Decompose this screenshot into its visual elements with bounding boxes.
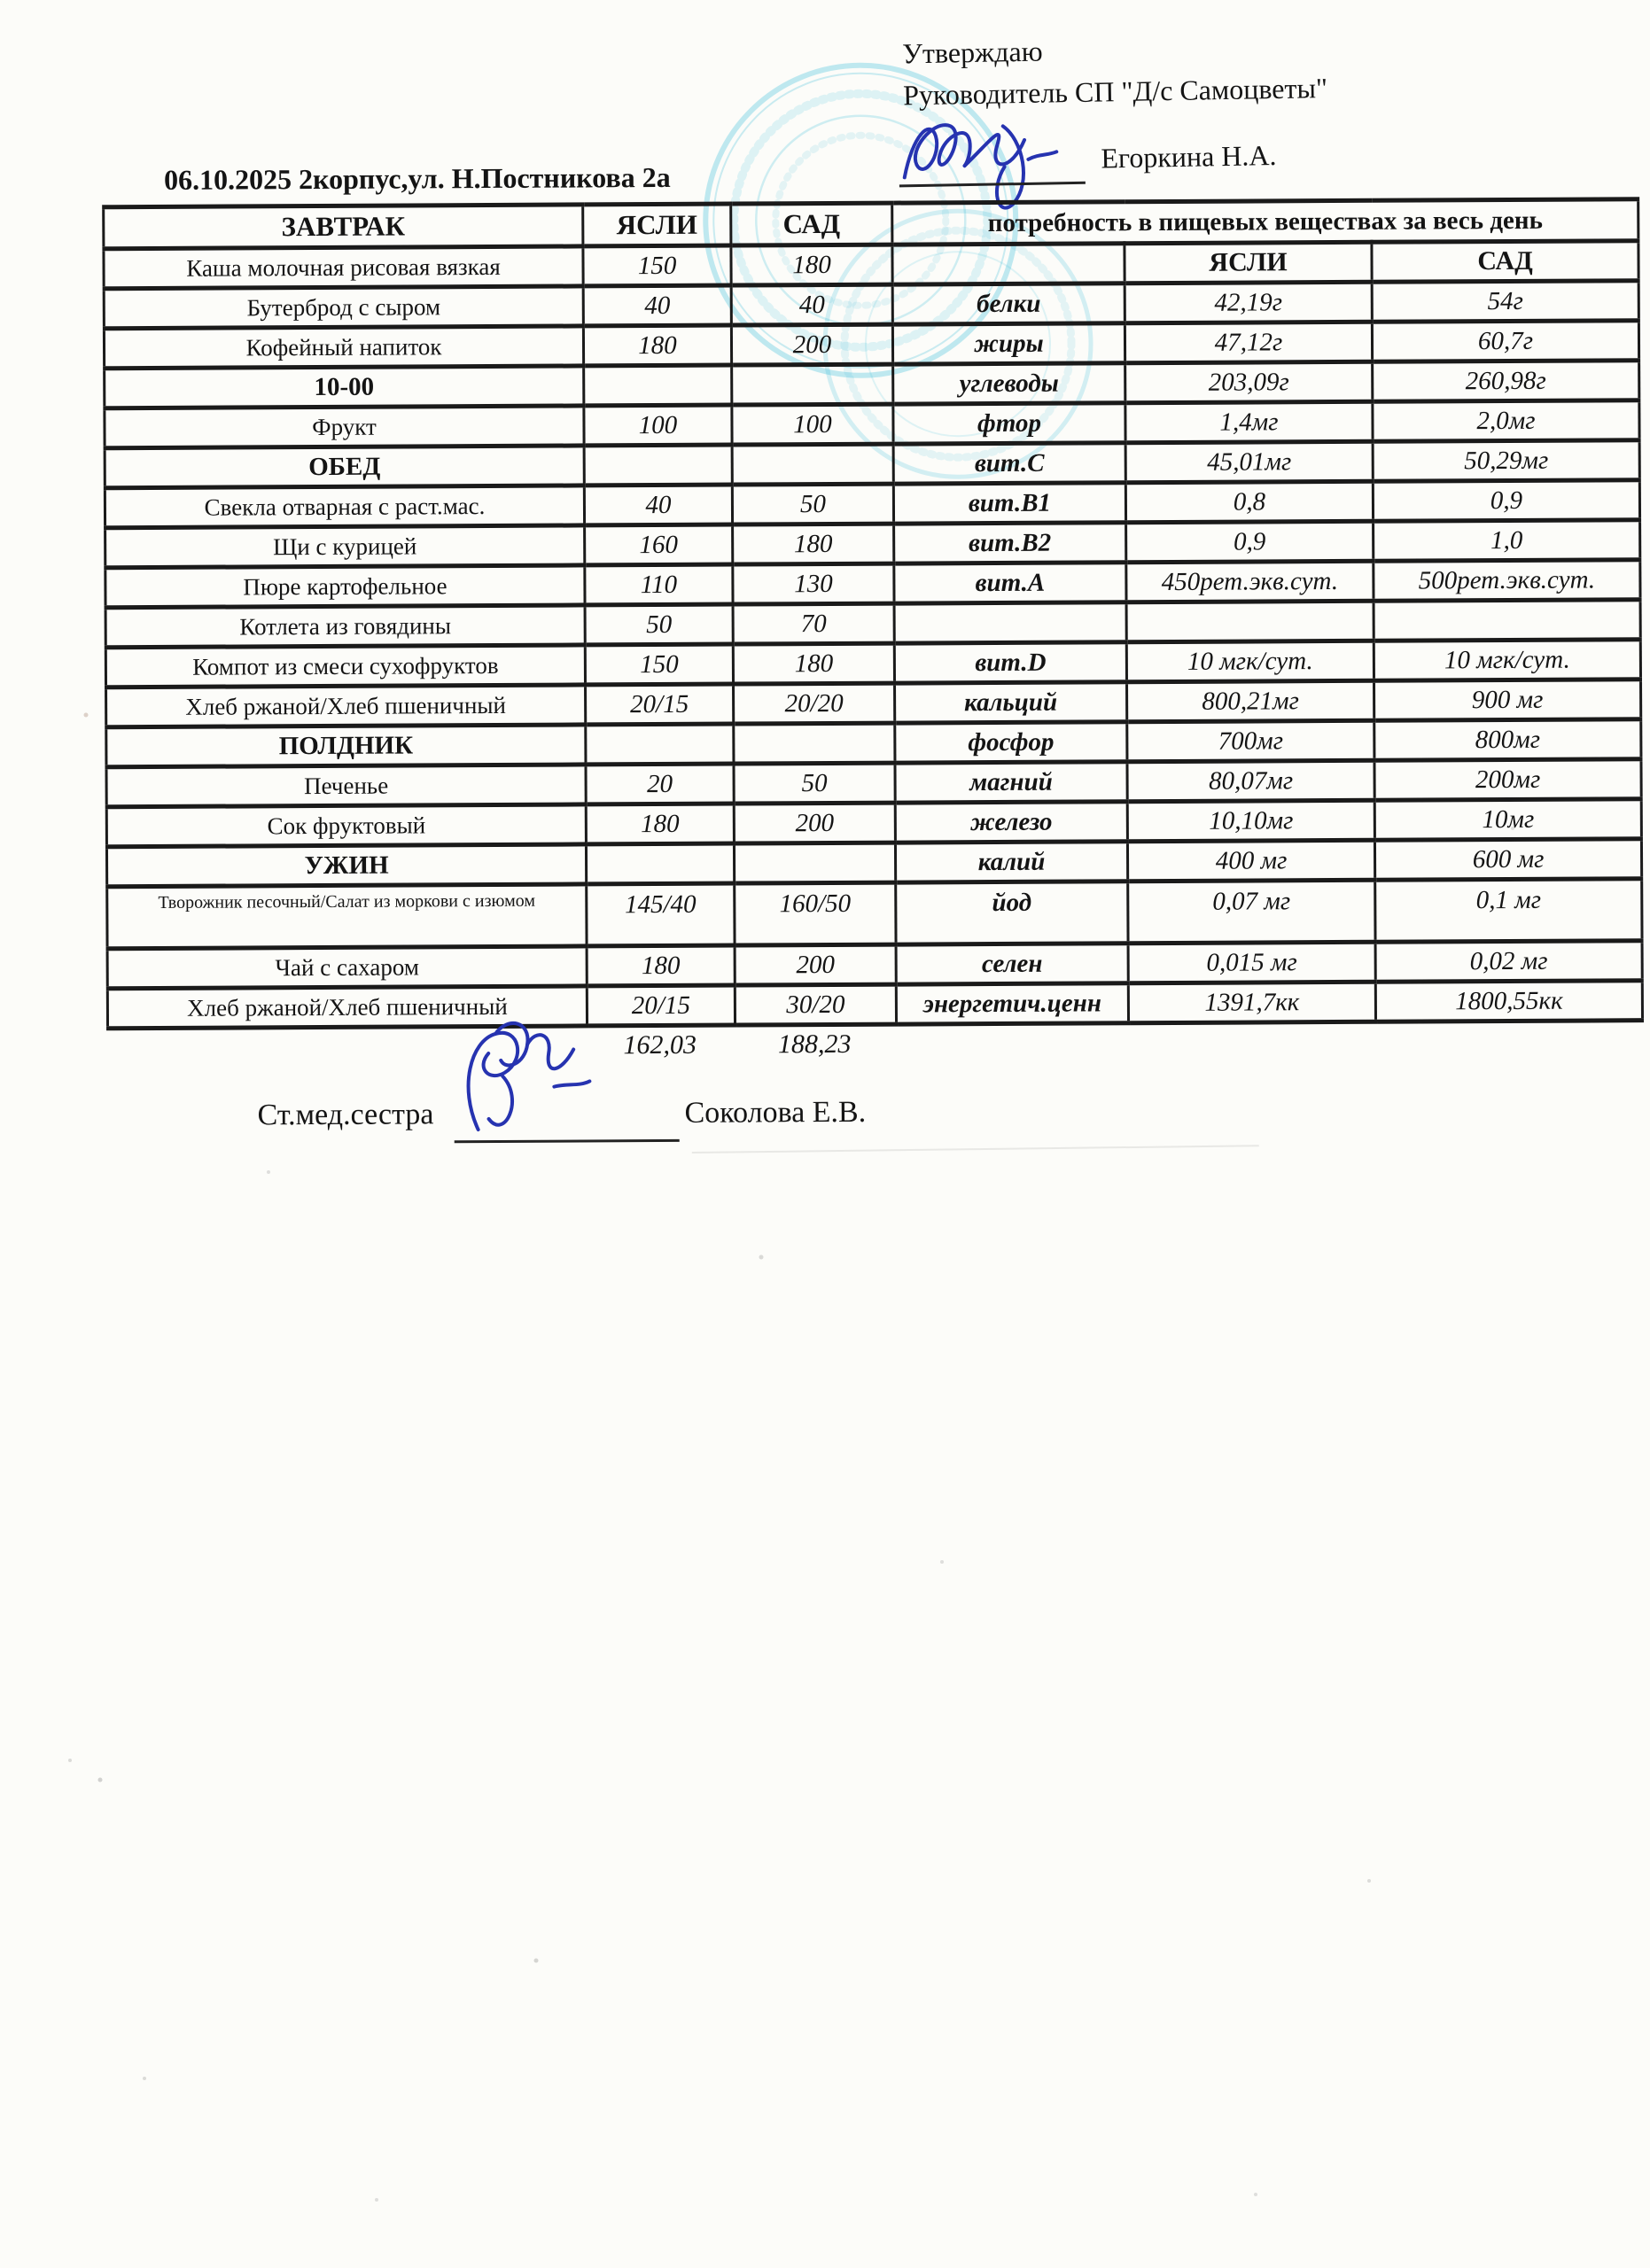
director-name: Егоркина Н.А. <box>1101 138 1277 175</box>
menu-table-body <box>104 241 1643 1029</box>
dish-cell: Компот из смеси сухофруктов <box>105 645 585 687</box>
sad-portion-cell: 30/20 <box>735 984 896 1025</box>
dish-cell: ОБЕД <box>105 446 584 488</box>
approval-block <box>902 28 1454 215</box>
yasli-portion-cell: 20 <box>586 764 734 804</box>
nutrient-yasli-cell: 45,01мг <box>1125 441 1373 482</box>
document-title: 06.10.2025 2корпус,ул. Н.Постникова 2а <box>163 160 671 196</box>
sad-portion-cell <box>732 444 893 485</box>
nutrient-name-cell: энергетич.ценн <box>896 983 1128 1024</box>
nutrient-name-cell: селен <box>896 944 1128 984</box>
nutrient-yasli-cell: 400 мг <box>1127 840 1374 881</box>
nutrient-yasli-cell: 0,015 мг <box>1128 942 1375 983</box>
nutrient-sad-cell: 50,29мг <box>1373 440 1639 482</box>
sad-portion-cell: 200 <box>731 324 892 365</box>
yasli-portion-cell: 145/40 <box>587 883 735 946</box>
nutrient-yasli-cell: 80,07мг <box>1127 760 1374 801</box>
nutrient-yasli-cell: 450рет.экв.сут. <box>1126 561 1374 602</box>
sad-portion-cell <box>734 843 895 883</box>
sad-portion-cell: 180 <box>733 524 894 564</box>
nutrient-name-cell: магний <box>895 762 1127 803</box>
nutrient-yasli-cell: 0,07 мг <box>1128 880 1375 943</box>
nutrient-yasli-cell: 203,09г <box>1125 361 1373 402</box>
nutrient-sad-cell: 2,0мг <box>1373 400 1639 442</box>
nutrient-sad-cell: 1,0 <box>1374 520 1640 562</box>
nutrient-sad-cell: 10 мгк/сут. <box>1374 640 1640 681</box>
dish-cell: Сок фруктовый <box>106 804 586 847</box>
yasli-portion-cell: 100 <box>584 405 732 446</box>
nutrient-yasli-cell: 1,4мг <box>1125 401 1373 442</box>
scan-noise-specks <box>0 0 2 2</box>
sad-portion-cell: 50 <box>734 763 895 804</box>
nutrient-name-cell: углеводы <box>893 363 1125 404</box>
nutrient-name-cell: фтор <box>893 403 1125 444</box>
nutrient-sad-cell: 600 мг <box>1374 839 1641 881</box>
nutrient-sad-cell <box>1374 600 1640 641</box>
sad-total: 188,23 <box>777 1029 852 1060</box>
dish-cell: Печенье <box>106 765 586 807</box>
nutrition-span-header-cell: потребность в пищевых веществах за весь день <box>892 199 1638 245</box>
yasli-portion-cell: 150 <box>583 245 731 286</box>
sad-portion-cell: 100 <box>732 404 893 445</box>
yasli-portion-cell: 40 <box>584 485 732 525</box>
dish-cell: УЖИН <box>106 844 586 887</box>
nutrient-yasli-cell: 1391,7кк <box>1128 982 1375 1022</box>
nutrient-sad-cell: 60,7г <box>1372 321 1638 362</box>
nutrient-sad-cell: 900 мг <box>1374 680 1641 721</box>
sad-portion-cell: 200 <box>734 803 895 843</box>
yasli-portion-cell: 50 <box>585 604 733 645</box>
dish-cell: Котлета из говядины <box>105 605 585 648</box>
dish-cell: Творожник песочный/Салат из моркови с изюмом <box>107 884 587 949</box>
nutrient-name-cell: кальций <box>895 682 1127 723</box>
nutrient-sad-cell: 0,02 мг <box>1375 941 1642 983</box>
yasli-portion-cell: 40 <box>583 285 731 326</box>
yasli-portion-cell <box>586 724 734 765</box>
nutrient-sad-cell: 260,98г <box>1373 361 1639 402</box>
nutrient-name-cell: фосфор <box>895 722 1127 763</box>
director-signature-line <box>899 182 1086 188</box>
approval-position: Руководитель СП "Д/с Самоцветы" <box>902 71 1328 112</box>
nutrient-name-cell: вит.А <box>894 563 1126 603</box>
nutrient-name-cell: белки <box>892 284 1125 324</box>
sad-portion-cell: 130 <box>733 563 894 604</box>
table-row <box>107 879 1642 949</box>
nutrient-yasli-cell <box>1126 601 1374 641</box>
yasli-portion-cell: 180 <box>583 325 731 366</box>
nutrient-sad-cell: 0,1 мг <box>1375 879 1642 943</box>
sad-portion-cell: 40 <box>731 284 892 325</box>
dish-cell: Пюре картофельное <box>105 565 585 608</box>
nutrient-yasli-cell: ЯСЛИ <box>1125 242 1372 283</box>
yasli-header-cell: ЯСЛИ <box>583 204 731 246</box>
dish-cell: Кофейный напиток <box>104 326 583 369</box>
approval-word: Утверждаю <box>901 35 1043 70</box>
dish-cell: Каша молочная рисовая вязкая <box>104 246 583 289</box>
meal-header-cell: ЗАВТРАК <box>104 205 583 249</box>
nutrient-yasli-cell: 0,8 <box>1125 481 1373 522</box>
nutrient-name-cell: вит.D <box>894 642 1126 683</box>
nutrient-sad-cell: 0,9 <box>1373 480 1639 522</box>
nutrient-yasli-cell: 800,21мг <box>1127 680 1374 721</box>
nutrient-sad-cell: 1800,55кк <box>1375 981 1642 1022</box>
menu-table <box>102 197 1644 1030</box>
yasli-portion-cell: 180 <box>586 804 734 844</box>
nutrient-name-cell: жиры <box>892 323 1125 364</box>
yasli-portion-cell: 20/15 <box>586 684 734 725</box>
yasli-portion-cell: 180 <box>587 945 735 986</box>
nurse-signature-line <box>455 1139 680 1143</box>
sad-portion-cell: 20/20 <box>734 683 895 724</box>
dish-cell: Щи с курицей <box>105 525 585 568</box>
nutrient-sad-cell: 800мг <box>1374 719 1641 761</box>
nutrient-sad-cell: 200мг <box>1374 759 1641 801</box>
nutrient-yasli-cell: 47,12г <box>1125 322 1372 362</box>
yasli-portion-cell <box>586 843 734 884</box>
dish-cell: Фрукт <box>105 406 584 448</box>
nutrient-name-cell <box>892 244 1125 284</box>
nutrient-yasli-cell: 42,19г <box>1125 282 1372 322</box>
paper-crease <box>692 1145 1259 1153</box>
dish-cell: Свекла отварная с раст.мас. <box>105 485 584 528</box>
sad-portion-cell: 160/50 <box>735 882 896 945</box>
nutrient-yasli-cell: 700мг <box>1127 720 1374 761</box>
table-row <box>107 981 1642 1029</box>
yasli-portion-cell: 160 <box>585 524 733 565</box>
yasli-portion-cell <box>584 445 732 485</box>
nutrient-name-cell: калий <box>895 842 1127 882</box>
nutrient-sad-cell: 500рет.экв.сут. <box>1374 560 1640 602</box>
nutrient-name-cell: железо <box>895 802 1127 843</box>
sad-portion-cell <box>734 723 895 764</box>
yasli-portion-cell: 150 <box>585 644 733 685</box>
sad-portion-cell: 180 <box>733 643 894 684</box>
sad-portion-cell: 70 <box>733 603 894 644</box>
nutrient-sad-cell: 10мг <box>1374 799 1641 841</box>
nurse-name: Соколова Е.В. <box>684 1095 867 1130</box>
yasli-portion-cell: 20/15 <box>587 985 735 1026</box>
nutrient-yasli-cell: 10 мгк/сут. <box>1126 641 1374 681</box>
nutrient-yasli-cell: 0,9 <box>1126 521 1374 562</box>
dish-cell: Бутерброд с сыром <box>104 286 583 329</box>
dish-cell: 10-00 <box>105 366 584 408</box>
nutrient-sad-cell: САД <box>1372 241 1638 283</box>
nurse-signature <box>448 1012 603 1150</box>
nutrient-name-cell <box>894 602 1126 643</box>
sad-portion-cell <box>732 364 893 405</box>
sad-portion-cell: 200 <box>735 944 896 985</box>
dish-cell: ПОЛДНИК <box>106 725 586 767</box>
nutrient-name-cell: вит.В2 <box>894 523 1126 563</box>
nurse-role-label: Ст.мед.сестра <box>257 1098 434 1132</box>
yasli-portion-cell <box>584 365 732 406</box>
sad-portion-cell: 180 <box>731 245 892 285</box>
dish-cell: Хлеб ржаной/Хлеб пшеничный <box>106 685 586 727</box>
yasli-total: 162,03 <box>623 1029 697 1060</box>
nutrient-name-cell: йод <box>896 882 1128 944</box>
sad-portion-cell: 50 <box>732 484 893 524</box>
nutrient-name-cell: вит.С <box>893 443 1125 484</box>
nutrient-name-cell: вит.В1 <box>893 483 1125 524</box>
sad-header-cell: САД <box>731 203 892 245</box>
dish-cell: Чай с сахаром <box>107 946 587 989</box>
nutrient-sad-cell: 54г <box>1372 281 1638 322</box>
yasli-portion-cell: 110 <box>585 564 733 605</box>
dish-cell: Хлеб ржаной/Хлеб пшеничный <box>107 986 587 1029</box>
nutrient-yasli-cell: 10,10мг <box>1127 800 1374 841</box>
